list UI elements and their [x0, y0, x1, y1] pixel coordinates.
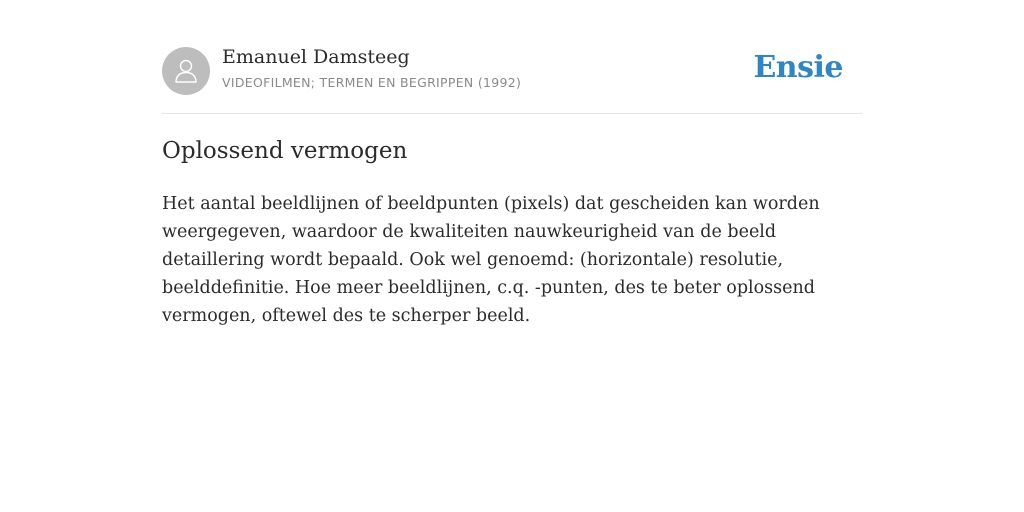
source-label[interactable]: VIDEOFILMEN; TERMEN EN BEGRIPPEN (1992) — [222, 75, 522, 90]
user-icon — [172, 57, 200, 85]
entry-title: Oplossend vermogen — [162, 138, 408, 164]
entry-header — [162, 0, 862, 114]
avatar[interactable] — [162, 47, 210, 95]
entry-body: Het aantal beeldlijnen of beeldpunten (pixels) dat gescheiden kan worden weergegeven, waardoor de kwaliteiten nauwkeurigheid van de beeld detaillering wordt bepaald. Ook wel genoemd: (horizontale) resolutie, beelddefinitie. Hoe meer beeldlijnen, c.q. -punten, des te beter oplossend vermogen, oftewel des te scherper beeld. — [162, 194, 820, 326]
brand-logo[interactable]: Ensie — [753, 50, 843, 85]
entry-card — [162, 0, 862, 326]
author-name[interactable]: Emanuel Damsteeg — [222, 46, 410, 68]
